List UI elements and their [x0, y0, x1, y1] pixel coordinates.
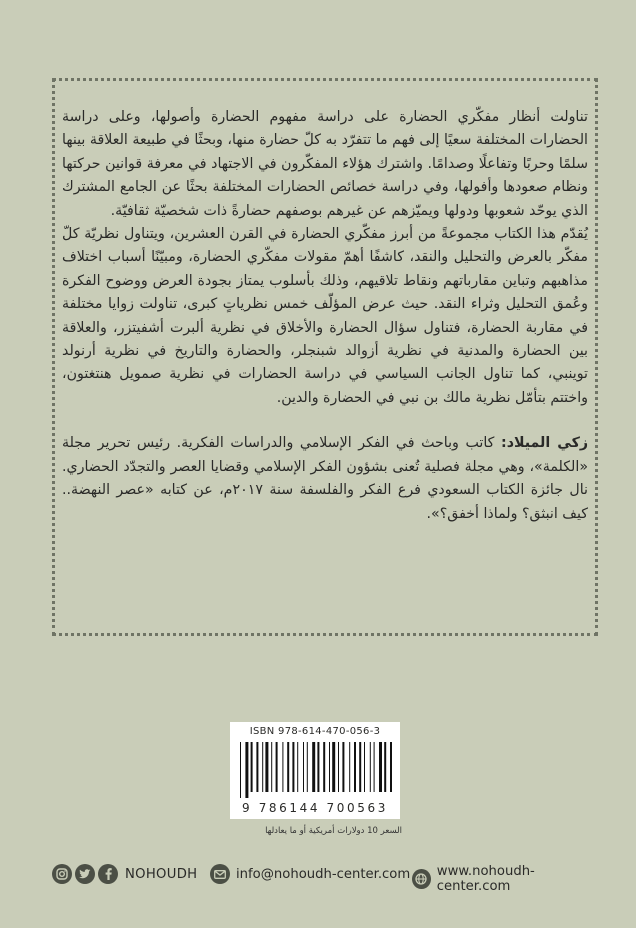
- barcode-bar: [297, 742, 298, 792]
- back-cover-text: [62, 106, 588, 526]
- instagram-icon[interactable]: [52, 864, 72, 884]
- barcode-bar: [329, 742, 330, 792]
- book-paragraph: يُقدّم هذا الكتاب مجموعةً من أبرز مفكّري الحضارة في القرن العشرين، ويتناول نظريّة كلّ مفكّر بالعرض والتحليل والنقد، كاشفًا أهمّ مقولات مفكّري الحضارة، ومبيّنًا أسباب اختلاف مذاهبهم وتباين مقارباتهم ونقاط تلاقيهم، وذلك بأسلوب يمتاز بجودة العرض ووضوح الفكرة وعُمق التحليل وثراء النقد. حيث عرض المؤلّف خمس نظرياتٍ كبرى، تناولت زوايا مختلفة في مقاربة الحضارة، فتناول سؤال الحضارة والأخلاق في نظرية ألبرت أشفيتزر، والعلاقة بين الحضارة والمدنية في نظرية أزوالد شبنجلر، والحضارة والتاريخ في نظرية أرنولد توينبي، كما تناول الجانب السياسي في دراسة الحضارات في نظرية صمويل هنتغتون، واختتم بتأمّل نظرية مالك بن نبي في الحضارة والدين.: [62, 226, 588, 406]
- brand-name: NOHOUDH: [125, 866, 198, 882]
- barcode-bar: [287, 742, 289, 792]
- barcode-bars: [238, 742, 392, 798]
- barcode-bar: [240, 742, 241, 798]
- barcode-bar: [245, 742, 248, 798]
- barcode-bar: [292, 742, 294, 792]
- barcode-bar: [271, 742, 272, 792]
- barcode-bar: [374, 742, 375, 792]
- barcode-bar: [379, 742, 382, 792]
- isbn-digits: 9 786144 700563: [242, 801, 388, 815]
- barcode-bar: [276, 742, 278, 792]
- globe-icon: [412, 869, 431, 889]
- email-link[interactable]: [210, 864, 410, 884]
- barcode-bar: [265, 742, 268, 792]
- social-links: [52, 864, 197, 884]
- barcode-bar: [338, 742, 339, 792]
- website-link[interactable]: [412, 864, 598, 894]
- barcode-bar: [354, 742, 356, 792]
- barcode-bar: [303, 742, 304, 792]
- isbn-label: ISBN 978-614-470-056-3: [249, 726, 381, 737]
- barcode-bar: [307, 742, 308, 792]
- intro-paragraph: تناولت أنظار مفكّري الحضارة على دراسة مفهوم الحضارة وأصولها، وعلى دراسة الحضارات المختلفة سعيًا إلى فهم ما تتفرّد به كلّ حضارة منها، وبحثًا في طبيعة العلاقة بينها سلمًا وحربًا وتفاعلًا وصدامًا. واشترك هؤلاء المفكّرون في الاجتهاد في معرفة قوانين حركتها ونظام صعودها وأفولها، وفي دراسة خصائص الحضارات المختلفة بحثًا عن الجامع المشترك الذي يوحّد شعوبها ودولها ويميّزهم عن غيرهم بوصفهم حضارةً ذات شخصيّة ثقافيّة.: [62, 109, 588, 219]
- barcode-bar: [317, 742, 319, 792]
- barcode-bar: [312, 742, 315, 792]
- barcode-bar: [390, 742, 392, 792]
- barcode-bar: [332, 742, 335, 792]
- barcode-bar: [262, 742, 263, 792]
- author-bio: [62, 432, 588, 526]
- barcode: [230, 722, 400, 819]
- barcode-bar: [342, 742, 344, 792]
- author-name: زكي الميلاد:: [501, 435, 589, 452]
- barcode-bar: [370, 742, 371, 792]
- barcode-bar: [323, 742, 325, 792]
- email-address: info@nohoudh-center.com: [236, 866, 411, 882]
- barcode-bar: [256, 742, 258, 792]
- email-icon: [210, 864, 230, 884]
- twitter-icon[interactable]: [75, 864, 95, 884]
- barcode-bar: [282, 742, 283, 792]
- footer: [52, 858, 598, 894]
- barcode-bar: [364, 742, 365, 792]
- website-address: www.nohoudh-center.com: [436, 864, 535, 894]
- author-bio-text: كاتب وباحث في الفكر الإسلامي والدراسات الفكرية. رئيس تحرير مجلة «الكلمة»، وهي مجلة فصلية تُعنى بشؤون الفكر الإسلامي وقضايا العصر والتجدّد الحضاري. نال جائزة الكتاب السعودي فرع الفكر والفلسفة سنة ٢٠١٧م، عن كتابه «عصر النهضة.. كيف انبثق؟ ولماذا أخفق؟».: [62, 435, 588, 522]
- price-text: السعر 10 دولارات أمريكية أو ما يعادلها: [265, 826, 402, 836]
- barcode-bar: [384, 742, 386, 792]
- facebook-icon[interactable]: [98, 864, 118, 884]
- barcode-bar: [251, 742, 253, 792]
- barcode-bar: [349, 742, 350, 792]
- barcode-bar: [359, 742, 361, 792]
